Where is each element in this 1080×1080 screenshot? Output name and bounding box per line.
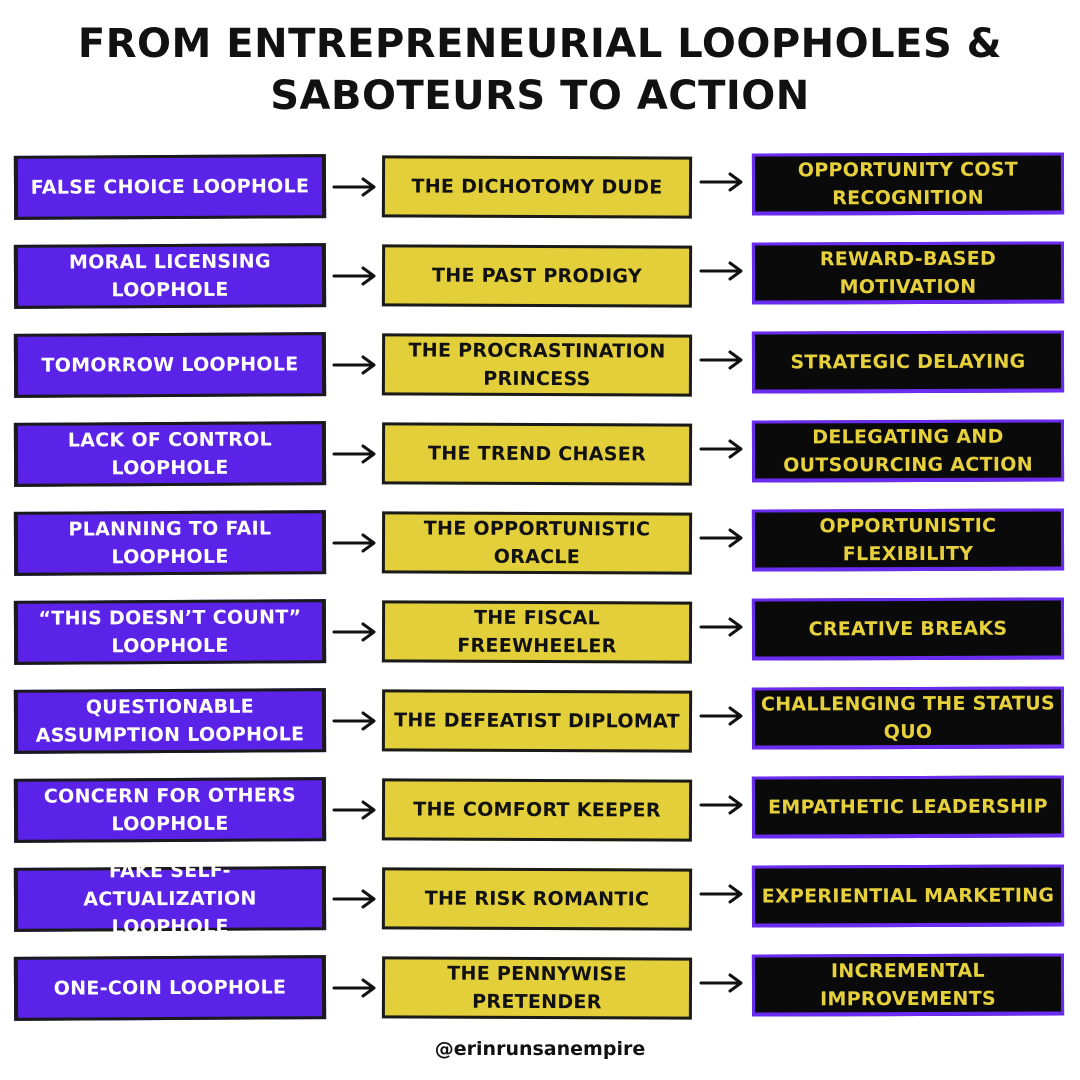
loophole-label: MORAL LICENSING LOOPHOLE: [68, 250, 271, 302]
diagram-row: [0, 328, 1080, 417]
loophole-box: [14, 777, 326, 843]
loophole-box: [14, 154, 326, 220]
right-arrow-icon: [332, 354, 378, 376]
loophole-label: FALSE CHOICE LOOPHOLE: [30, 175, 310, 199]
action-label: OPPORTUNITY COST RECOGNITION: [797, 158, 1019, 209]
diagram-row: [0, 773, 1080, 862]
saboteur-box: [382, 155, 692, 218]
action-label: EXPERIENTIAL MARKETING: [761, 883, 1055, 908]
loophole-label: LACK OF CONTROL LOOPHOLE: [67, 428, 273, 480]
page-title: [0, 18, 1080, 122]
loophole-box: [14, 332, 326, 398]
action-box: [752, 686, 1064, 749]
right-arrow-icon: [699, 260, 745, 282]
right-arrow-icon: [332, 443, 378, 465]
saboteur-label: THE OPPORTUNISTIC ORACLE: [423, 517, 651, 569]
action-box: [752, 152, 1064, 215]
saboteur-label: THE FISCAL FREEWHEELER: [457, 606, 617, 658]
title-line-1: FROM ENTREPRENEURIAL LOOPHOLES &: [77, 21, 1003, 67]
social-handle: @erinrunsanempire: [434, 1038, 646, 1060]
saboteur-label: THE TREND CHASER: [427, 442, 647, 466]
right-arrow-icon: [699, 527, 745, 549]
saboteur-box: [382, 867, 692, 930]
diagram-row: [0, 859, 1080, 951]
saboteur-box: [382, 333, 692, 396]
saboteur-box: [382, 600, 692, 663]
right-arrow-icon: [332, 799, 378, 821]
action-box: [752, 330, 1064, 393]
diagram-row: [0, 506, 1080, 595]
action-label: CREATIVE BREAKS: [808, 617, 1008, 640]
action-box: [752, 419, 1064, 482]
saboteur-label: THE PENNYWISE PRETENDER: [447, 962, 627, 1014]
action-box: [752, 597, 1064, 660]
loophole-box: [14, 859, 326, 939]
loophole-box: [14, 955, 326, 1021]
right-arrow-icon: [332, 621, 378, 643]
saboteur-box: [382, 422, 692, 485]
right-arrow-icon: [332, 265, 378, 287]
saboteur-label: THE COMFORT KEEPER: [413, 798, 661, 822]
saboteur-label: THE PROCRASTINATION PRINCESS: [408, 339, 666, 391]
diagram-row: [0, 417, 1080, 506]
saboteur-label: THE PAST PRODIGY: [431, 264, 642, 288]
saboteur-label: THE RISK ROMANTIC: [424, 887, 650, 911]
action-box: [752, 775, 1064, 838]
action-label: REWARD-BASED MOTIVATION: [819, 247, 997, 298]
saboteur-box: [382, 511, 692, 574]
diagram-rows: [0, 150, 1080, 1040]
right-arrow-icon: [699, 438, 745, 460]
right-arrow-icon: [699, 171, 745, 193]
saboteur-box: [382, 778, 692, 841]
action-label: OPPORTUNISTIC FLEXIBILITY: [819, 514, 997, 565]
title-line-2: SABOTEURS TO ACTION: [270, 73, 810, 119]
right-arrow-icon: [699, 349, 745, 371]
saboteur-box: [382, 689, 692, 752]
loophole-label: PLANNING TO FAIL LOOPHOLE: [68, 517, 272, 569]
right-arrow-icon: [332, 977, 378, 999]
saboteur-label: THE DICHOTOMY DUDE: [411, 175, 663, 199]
diagram-row: [0, 684, 1080, 773]
action-box: [752, 864, 1064, 927]
right-arrow-icon: [332, 888, 378, 910]
loophole-label: “THIS DOESN’T COUNT” LOOPHOLE: [38, 606, 302, 658]
loophole-label: QUESTIONABLE ASSUMPTION LOOPHOLE: [35, 695, 305, 747]
action-box: [752, 953, 1064, 1016]
saboteur-box: [382, 244, 692, 307]
loophole-label: ONE-COIN LOOPHOLE: [53, 976, 287, 1000]
loophole-box: [14, 421, 326, 487]
loophole-box: [14, 599, 326, 665]
diagram-row: [0, 239, 1080, 328]
loophole-box: [14, 688, 326, 754]
diagram-row: [0, 951, 1080, 1040]
right-arrow-icon: [699, 883, 745, 905]
loophole-box: [14, 510, 326, 576]
loophole-label: TOMORROW LOOPHOLE: [41, 353, 299, 377]
action-label: STRATEGIC DELAYING: [790, 350, 1026, 373]
action-label: DELEGATING AND OUTSOURCING ACTION: [783, 425, 1033, 476]
action-box: [752, 508, 1064, 571]
right-arrow-icon: [699, 794, 745, 816]
action-label: INCREMENTAL IMPROVEMENTS: [820, 959, 997, 1010]
action-label: EMPATHETIC LEADERSHIP: [768, 795, 1048, 818]
action-label: CHALLENGING THE STATUS QUO: [760, 691, 1055, 743]
action-box: [752, 241, 1064, 304]
right-arrow-icon: [332, 176, 378, 198]
right-arrow-icon: [332, 710, 378, 732]
loophole-box: [14, 243, 326, 309]
right-arrow-icon: [699, 705, 745, 727]
right-arrow-icon: [699, 972, 745, 994]
right-arrow-icon: [332, 532, 378, 554]
diagram-row: [0, 595, 1080, 684]
right-arrow-icon: [699, 616, 745, 638]
saboteur-label: THE DEFEATIST DIPLOMAT: [394, 709, 680, 733]
diagram-row: [0, 150, 1080, 239]
loophole-label: CONCERN FOR OTHERS LOOPHOLE: [43, 784, 297, 836]
saboteur-box: [382, 956, 692, 1019]
loophole-label: FAKE SELF-ACTUALIZATION LOOPHOLE: [83, 859, 257, 939]
